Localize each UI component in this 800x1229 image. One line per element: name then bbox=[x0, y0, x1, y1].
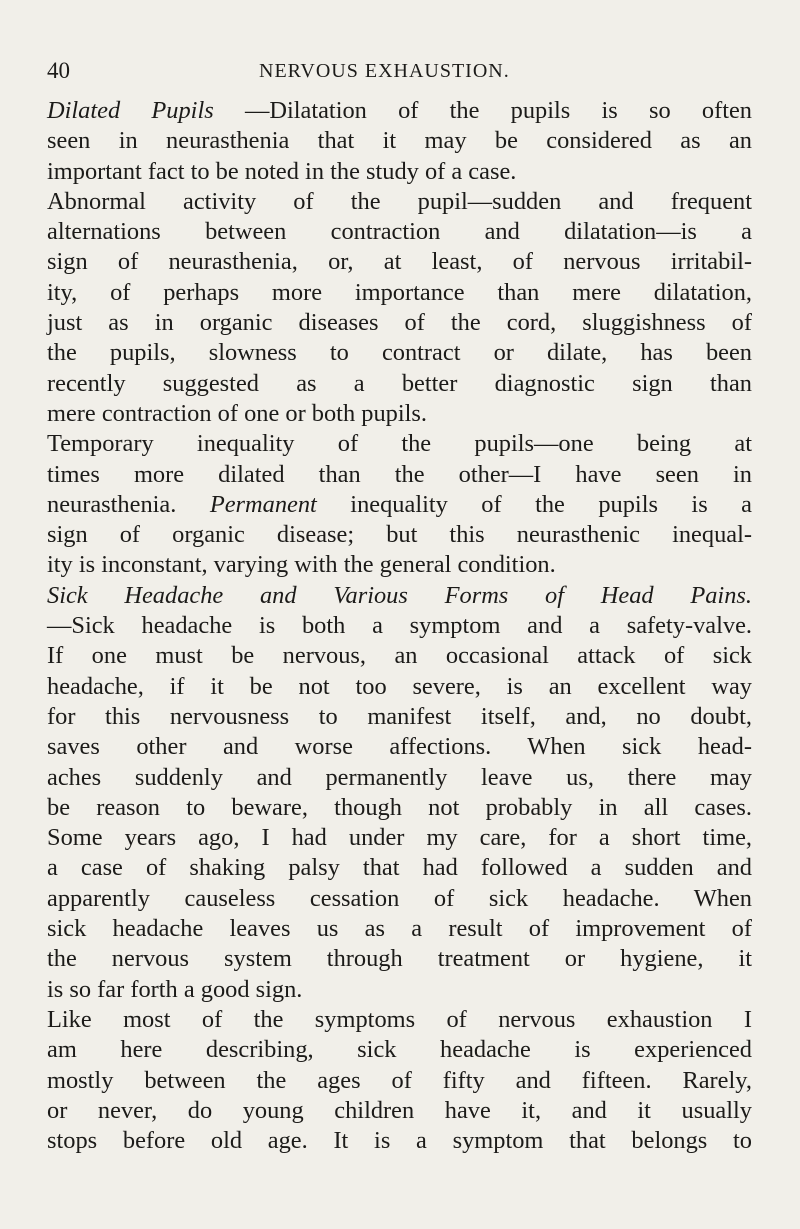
text-line bbox=[47, 975, 752, 1005]
text-line bbox=[47, 460, 752, 490]
text-line bbox=[47, 732, 752, 762]
text-span: Some years ago, I had under my care, for a short time, bbox=[47, 824, 752, 852]
text-line bbox=[47, 187, 752, 217]
text-span: headache, if it be not too severe, is an excellent way bbox=[47, 672, 752, 700]
text-line bbox=[47, 217, 752, 247]
text-line bbox=[47, 278, 752, 308]
text-line bbox=[47, 1126, 752, 1156]
text-line bbox=[47, 641, 752, 671]
text-span: ity is inconstant, varying with the general condition. bbox=[47, 551, 556, 579]
text-span: neurasthenia. bbox=[47, 490, 210, 518]
text-line bbox=[47, 944, 752, 974]
text-span: Abnormal activity of the pupil—sudden and frequent bbox=[47, 187, 752, 215]
text-line bbox=[47, 672, 752, 702]
text-span: apparently causeless cessation of sick headache. When bbox=[47, 884, 752, 912]
text-line bbox=[47, 550, 752, 580]
text-line bbox=[47, 853, 752, 883]
running-title: NERVOUS EXHAUSTION. bbox=[259, 60, 510, 82]
text-span: times more dilated than the other—I have seen in bbox=[47, 460, 752, 488]
text-line bbox=[47, 763, 752, 793]
text-line bbox=[47, 793, 752, 823]
text-line bbox=[47, 581, 752, 611]
page-number: 40 bbox=[47, 58, 70, 83]
text-line bbox=[47, 914, 752, 944]
text-span: am here describing, sick headache is experienced bbox=[47, 1036, 752, 1064]
text-line bbox=[47, 96, 752, 126]
text-line bbox=[47, 611, 752, 641]
text-line bbox=[47, 1005, 752, 1035]
text-line bbox=[47, 823, 752, 853]
text-span: alternations between contraction and dilatation—is a bbox=[47, 218, 752, 246]
text-span: sick headache leaves us as a result of improvement of bbox=[47, 915, 752, 943]
text-line bbox=[47, 429, 752, 459]
italic-text: Dilated Pupils bbox=[47, 97, 214, 124]
text-span: —Dilatation of the pupils is so often bbox=[213, 97, 752, 124]
text-span: is so far forth a good sign. bbox=[47, 975, 303, 1003]
text-span: sign of organic disease; but this neurasthenic inequal- bbox=[47, 521, 752, 549]
text-span: Like most of the symptoms of nervous exhaustion I bbox=[47, 1005, 752, 1033]
text-span: recently suggested as a better diagnostic sign than bbox=[47, 369, 752, 397]
text-span: for this nervousness to manifest itself, and, no doubt, bbox=[47, 702, 752, 730]
body-text bbox=[47, 96, 752, 1156]
text-line bbox=[47, 884, 752, 914]
text-span: ity, of perhaps more importance than mere dilatation, bbox=[47, 278, 752, 306]
text-span: be reason to beware, though not probably in all cases. bbox=[47, 793, 752, 821]
text-span: the pupils, slowness to contract or dilate, has been bbox=[47, 339, 752, 367]
text-span: sign of neurasthenia, or, at least, of nervous irritabil- bbox=[47, 248, 752, 276]
text-span: seen in neurasthenia that it may be considered as an bbox=[47, 127, 752, 155]
text-span: mere contraction of one or both pupils. bbox=[47, 399, 427, 427]
italic-text: Sick Headache and Various Forms of Head Pains. bbox=[47, 581, 752, 609]
text-line bbox=[47, 338, 752, 368]
text-span: mostly between the ages of fifty and fifteen. Rarely, bbox=[47, 1066, 752, 1094]
text-span: stops before old age. It is a symptom that belongs to bbox=[47, 1127, 752, 1155]
text-line bbox=[47, 126, 752, 156]
text-span: aches suddenly and permanently leave us, there may bbox=[47, 763, 752, 791]
text-span: Temporary inequality of the pupils—one being at bbox=[47, 430, 752, 458]
text-line bbox=[47, 1096, 752, 1126]
text-line bbox=[47, 702, 752, 732]
text-span: the nervous system through treatment or hygiene, it bbox=[47, 945, 752, 973]
text-span: important fact to be noted in the study of a case. bbox=[47, 157, 517, 185]
text-span: saves other and worse affections. When sick head- bbox=[47, 733, 752, 761]
text-line bbox=[47, 247, 752, 277]
text-line bbox=[47, 1066, 752, 1096]
text-span: inequality of the pupils is a bbox=[316, 490, 752, 518]
text-line bbox=[47, 157, 752, 187]
text-span: a case of shaking palsy that had followed a sudden and bbox=[47, 854, 752, 882]
italic-text: Permanent bbox=[209, 490, 317, 518]
running-head bbox=[47, 58, 747, 90]
text-line bbox=[47, 369, 752, 399]
text-span: If one must be nervous, an occasional attack of sick bbox=[47, 642, 752, 670]
text-line bbox=[47, 308, 752, 338]
text-line bbox=[47, 490, 752, 520]
text-line bbox=[47, 520, 752, 550]
text-span: or never, do young children have it, and it usually bbox=[47, 1096, 752, 1124]
text-span: just as in organic diseases of the cord, sluggishness of bbox=[47, 309, 752, 337]
text-span: —Sick headache is both a symptom and a safety-valve. bbox=[47, 612, 752, 640]
text-line bbox=[47, 399, 752, 429]
text-line bbox=[47, 1035, 752, 1065]
